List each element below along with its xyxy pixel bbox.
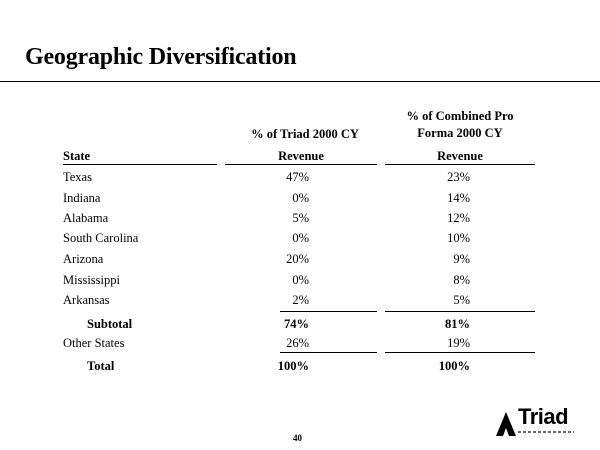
table-row-triad: 0% <box>292 231 309 245</box>
subtotal-triad: 74% <box>284 317 309 331</box>
header-combined-line2: Forma 2000 CY <box>417 126 503 140</box>
header-combined-line1: % of Combined Pro <box>406 109 514 123</box>
table-row-state: Alabama <box>63 211 109 225</box>
triad-underline <box>225 164 377 165</box>
subtotal-label: Subtotal <box>87 317 133 331</box>
page-number: 40 <box>293 433 302 443</box>
table-row-state: Indiana <box>63 191 101 205</box>
table-row-state: South Carolina <box>63 231 139 245</box>
total-triad: 100% <box>277 359 309 373</box>
total-rule-triad <box>280 352 377 353</box>
subtotal-rule-combined <box>385 311 535 312</box>
header-triad: % of Triad 2000 CY <box>251 127 359 141</box>
title-rule <box>0 81 600 82</box>
column-state: State <box>63 149 91 163</box>
table-row-combined: 8% <box>453 273 470 287</box>
column-revenue-combined: Revenue <box>437 149 483 163</box>
table-row-triad: 0% <box>292 191 309 205</box>
total-rule-combined <box>385 352 535 353</box>
table-row-triad: 47% <box>286 170 309 184</box>
table-row-combined: 14% <box>447 191 470 205</box>
table-row-combined: 9% <box>453 252 470 266</box>
table-row-triad: 2% <box>292 293 309 307</box>
other-states-label: Other States <box>63 336 125 350</box>
total-label: Total <box>87 359 115 373</box>
table-row-state: Arkansas <box>63 293 110 307</box>
other-states-triad: 26% <box>286 336 309 350</box>
table-row-combined: 10% <box>447 231 470 245</box>
table-row-triad: 0% <box>292 273 309 287</box>
slide-title: Geographic Diversification <box>25 44 297 70</box>
logo-tagline <box>518 431 574 433</box>
table-row-state: Texas <box>63 170 92 184</box>
column-revenue-triad: Revenue <box>278 149 324 163</box>
table-row-combined: 23% <box>447 170 470 184</box>
other-states-combined: 19% <box>447 336 470 350</box>
table-row-combined: 12% <box>447 211 470 225</box>
table-row-state: Arizona <box>63 252 104 266</box>
table-row-triad: 20% <box>286 252 309 266</box>
state-underline <box>63 164 217 165</box>
table-row-combined: 5% <box>453 293 470 307</box>
total-combined: 100% <box>438 359 470 373</box>
logo-text: Triad <box>518 404 569 429</box>
combined-underline <box>385 164 535 165</box>
table-row-state: Mississippi <box>63 273 120 287</box>
table-row-triad: 5% <box>292 211 309 225</box>
subtotal-rule-triad <box>280 311 377 312</box>
subtotal-combined: 81% <box>445 317 470 331</box>
